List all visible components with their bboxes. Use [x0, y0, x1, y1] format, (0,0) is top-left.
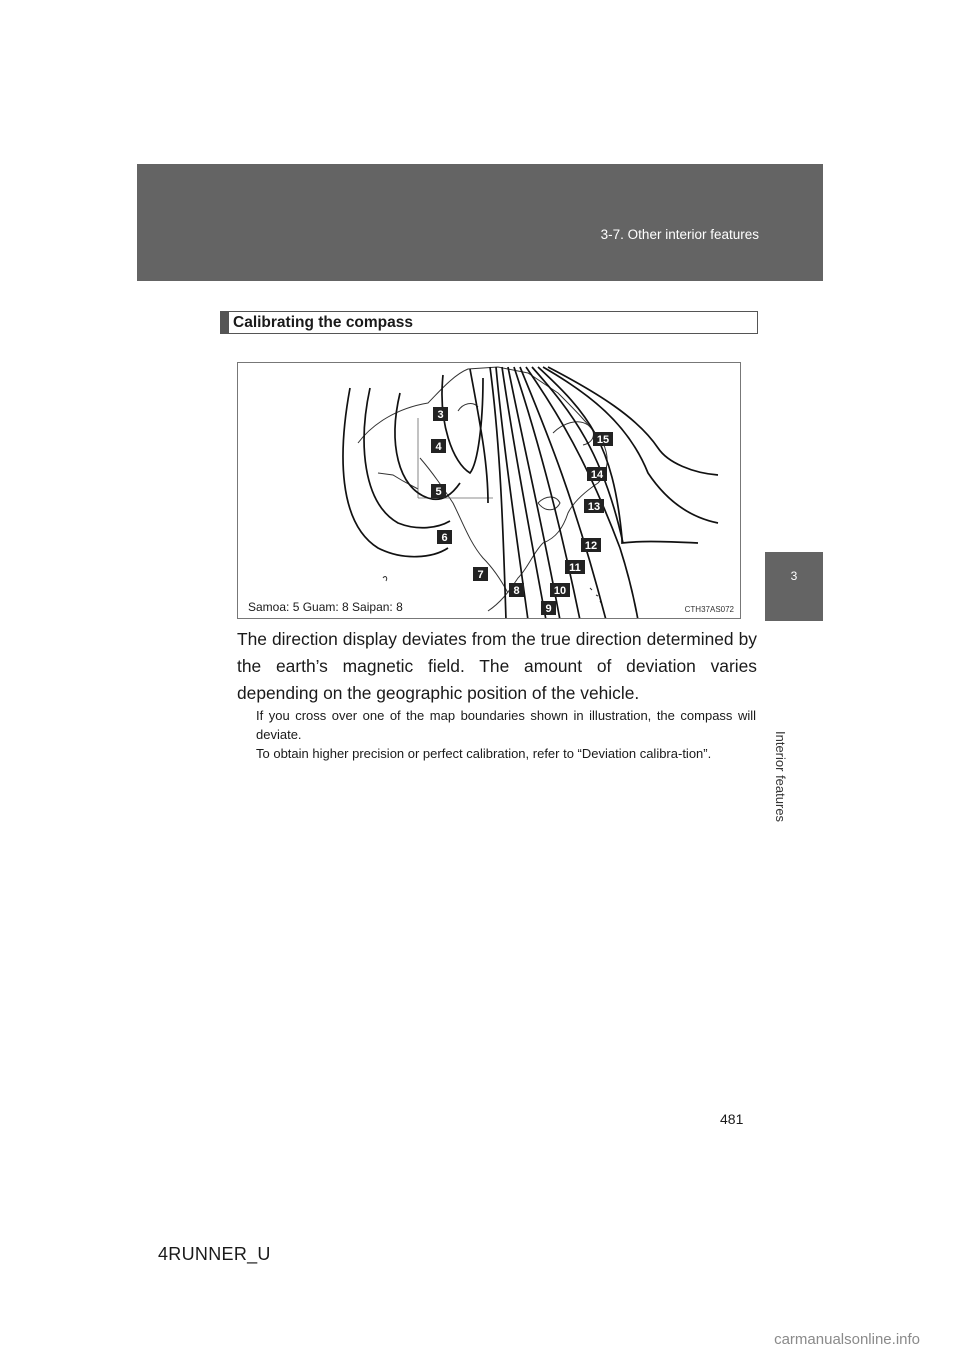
note-line-2: To obtain higher precision or perfect calibration, refer to “Deviation calibra-tion”. [256, 746, 712, 761]
zone-label-8: 8 [513, 585, 520, 597]
zone-label-7: 7 [477, 569, 484, 581]
compass-zone-map [237, 362, 741, 619]
map-island-note: Samoa: 5 Guam: 8 Saipan: 8 [248, 600, 403, 614]
zone-label-5: 5 [435, 486, 442, 498]
chapter-tab [765, 552, 823, 621]
subheading-title: Calibrating the compass [233, 314, 414, 331]
page-number: 481 [720, 1111, 744, 1127]
zone-label-15: 15 [596, 434, 610, 446]
chapter-number: 3 [790, 569, 798, 583]
zone-label-14: 14 [590, 469, 604, 481]
figure-code: CTH37AS072 [684, 605, 734, 614]
subheading-bar [221, 312, 229, 333]
zone-label-9: 9 [545, 603, 552, 615]
map-illustration [238, 363, 741, 619]
subheading-box [220, 311, 758, 334]
zone-label-12: 12 [584, 540, 598, 552]
note-block [256, 706, 756, 763]
chapter-label: Interior features [773, 731, 788, 823]
zone-label-6: 6 [441, 532, 448, 544]
note-line-1: If you cross over one of the map boundaries shown in illustration, the compass will deviate. [256, 708, 756, 742]
zone-label-4: 4 [435, 441, 442, 453]
zone-label-11: 11 [569, 562, 581, 574]
watermark-link[interactable]: carmanualsonline.info [774, 1331, 920, 1348]
footer-model-code: 4RUNNER_U [158, 1244, 271, 1264]
body-paragraph: The direction display deviates from the true direction determined by the earth’s magnetic field. The amount of deviation varies depending on the geographic position of the vehicle. [237, 629, 757, 703]
zone-label-3: 3 [437, 409, 444, 421]
header-band [137, 164, 823, 281]
section-title: 3-7. Other interior features [600, 227, 759, 242]
zone-label-13: 13 [587, 501, 601, 513]
zone-label-10: 10 [553, 585, 567, 597]
